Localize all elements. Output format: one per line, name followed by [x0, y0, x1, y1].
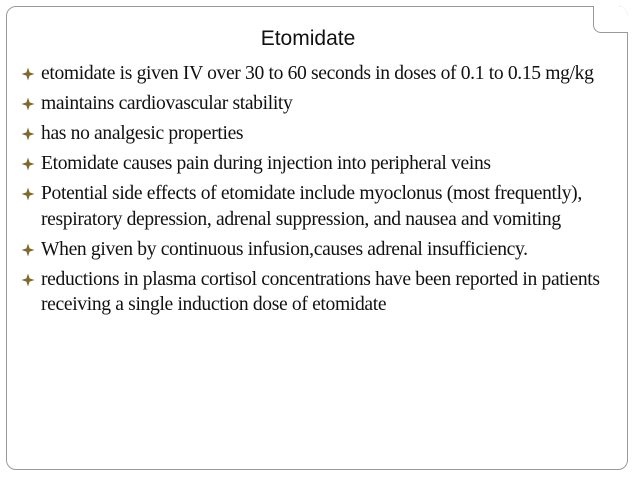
bullet-text: reductions in plasma cortisol concentrations have been reported in patients receiving a single induction dose of etomidate: [41, 268, 600, 315]
bullet-text: Etomidate causes pain during injection into peripheral veins: [41, 153, 491, 174]
bullet-text: maintains cardiovascular stability: [41, 93, 293, 114]
bullet-item: [20, 61, 620, 87]
diamond-bullet-icon: [21, 127, 35, 141]
slide-title: Etomidate: [260, 27, 356, 50]
diamond-bullet-icon: [21, 243, 35, 257]
bullet-list: [20, 61, 620, 322]
bullet-item: [20, 151, 620, 177]
diamond-bullet-icon: [21, 97, 35, 111]
bullet-item: [20, 267, 620, 318]
bullet-item: [20, 237, 620, 263]
bullet-text: When given by continuous infusion,causes adrenal insufficiency.: [41, 238, 528, 260]
bullet-item: [20, 181, 620, 232]
bullet-item: [20, 91, 620, 117]
diamond-bullet-icon: [21, 273, 35, 287]
bullet-text: Potential side effects of etomidate include myoclonus (most frequently), respiratory depression, adrenal suppression, and nausea and vomiting: [41, 183, 582, 230]
bullet-text: etomidate is given IV over 30 to 60 seconds in doses of 0.1 to 0.15 mg/kg: [41, 63, 594, 84]
bullet-item: [20, 121, 620, 147]
diamond-bullet-icon: [21, 187, 35, 201]
bullet-text: has no analgesic properties: [41, 123, 244, 144]
diamond-bullet-icon: [21, 157, 35, 171]
diamond-bullet-icon: [21, 67, 35, 81]
